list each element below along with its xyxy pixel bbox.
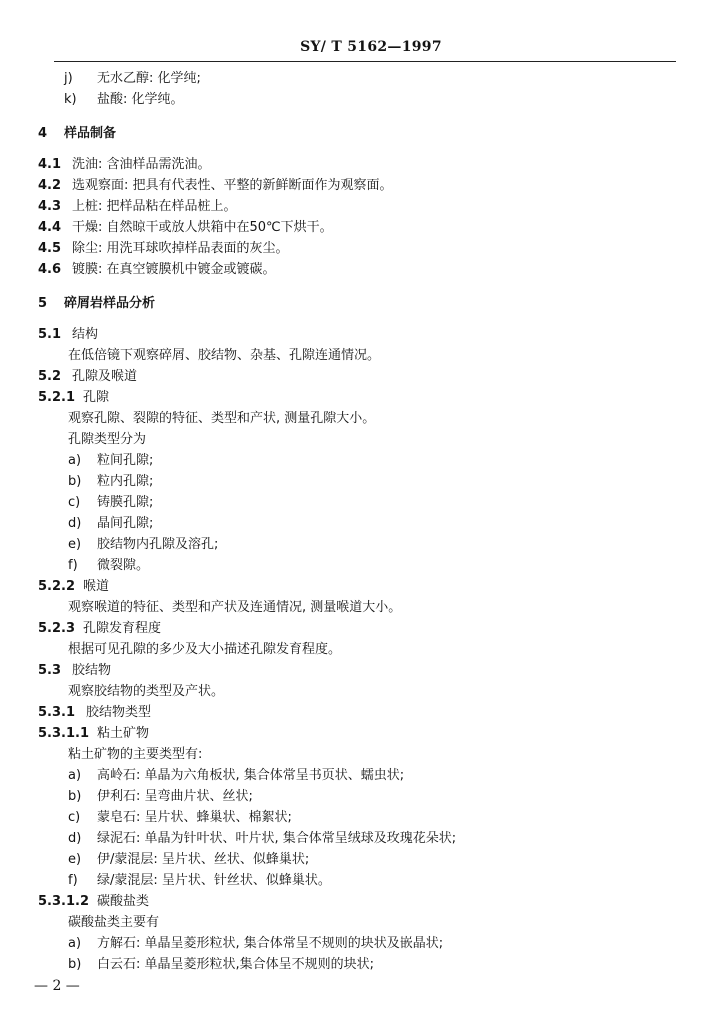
list-label: d) <box>68 831 82 846</box>
paragraph-text: 观察孔隙、裂隙的特征、类型和产状, 测量孔隙大小。 <box>68 411 376 426</box>
list-label: c) <box>68 810 81 825</box>
list-item <box>0 934 724 954</box>
clause-number: 5.2.3 <box>38 621 76 636</box>
list-label: b) <box>68 474 82 489</box>
clause-text: 洗油: 含油样品需洗油。 <box>72 157 211 172</box>
clause-title: 碳酸盐类 <box>97 894 150 909</box>
list-label: a) <box>68 768 82 783</box>
list-text: 伊利石: 呈弯曲片状、丝状; <box>97 789 253 804</box>
list-text: 晶间孔隙; <box>97 516 154 531</box>
list-label: e) <box>68 852 82 867</box>
paragraph <box>0 640 724 660</box>
list-label: d) <box>68 516 82 531</box>
list-label: f) <box>68 558 78 573</box>
list-item <box>0 493 724 513</box>
list-item <box>0 451 724 471</box>
clause-5-3-1-2 <box>0 892 724 912</box>
paragraph <box>0 430 724 450</box>
paragraph-text: 碳酸盐类主要有 <box>68 915 160 930</box>
paragraph <box>0 409 724 429</box>
list-label: a) <box>68 453 82 468</box>
paragraph-text: 观察喉道的特征、类型和产状及连通情况, 测量喉道大小。 <box>68 600 402 615</box>
list-text: 粒间孔隙; <box>97 453 154 468</box>
list-item <box>0 955 724 975</box>
clause-number: 5.1 <box>38 327 62 342</box>
clause-title: 结构 <box>72 327 99 342</box>
list-text: 绿/蒙混层: 呈片状、针丝状、似蜂巢状。 <box>97 873 331 888</box>
list-text: 无水乙醇: 化学纯; <box>97 71 201 86</box>
paragraph-text: 在低倍镜下观察碎屑、胶结物、杂基、孔隙连通情况。 <box>68 348 381 363</box>
section-heading-5 <box>0 294 724 314</box>
clause-title: 孔隙及喉道 <box>72 369 138 384</box>
paragraph <box>0 745 724 765</box>
list-text: 伊/蒙混层: 呈片状、丝状、似蜂巢状; <box>97 852 310 867</box>
clause-4-5 <box>0 239 724 259</box>
list-label: b) <box>68 957 82 972</box>
list-label: e) <box>68 537 82 552</box>
list-item <box>0 766 724 786</box>
paragraph-text: 粘土矿物的主要类型有: <box>68 747 203 762</box>
clause-4-6 <box>0 260 724 280</box>
clause-4-4 <box>0 218 724 238</box>
clause-title: 孔隙发育程度 <box>83 621 162 636</box>
clause-5-2-2 <box>0 577 724 597</box>
paragraph <box>0 682 724 702</box>
paragraph-text: 根据可见孔隙的多少及大小描述孔隙发育程度。 <box>68 642 342 657</box>
list-text: 白云石: 单晶呈菱形粒状,集合体呈不规则的块状; <box>97 957 375 972</box>
section-number: 4 <box>38 126 48 141</box>
section-title: 样品制备 <box>64 126 117 141</box>
clause-5-3 <box>0 661 724 681</box>
list-label: a) <box>68 936 82 951</box>
list-item <box>0 808 724 828</box>
paragraph <box>0 913 724 933</box>
list-item <box>0 871 724 891</box>
list-item <box>0 556 724 576</box>
list-label: c) <box>68 495 81 510</box>
clause-5-3-1 <box>0 703 724 723</box>
clause-4-2 <box>0 176 724 196</box>
clause-title: 粘土矿物 <box>97 726 150 741</box>
clause-number: 5.3.1.2 <box>38 894 89 909</box>
clause-4-1 <box>0 155 724 175</box>
list-item-j <box>0 69 724 89</box>
clause-number: 5.2.2 <box>38 579 76 594</box>
paragraph <box>0 598 724 618</box>
list-text: 胶结物内孔隙及溶孔; <box>97 537 219 552</box>
list-item <box>0 829 724 849</box>
list-label: f) <box>68 873 78 888</box>
list-text: 粒内孔隙; <box>97 474 154 489</box>
clause-number: 4.6 <box>38 262 62 277</box>
list-item <box>0 514 724 534</box>
list-item <box>0 850 724 870</box>
clause-5-1 <box>0 325 724 345</box>
list-item <box>0 787 724 807</box>
clause-text: 除尘: 用洗耳球吹掉样品表面的灰尘。 <box>72 241 289 256</box>
list-text: 盐酸: 化学纯。 <box>97 92 184 107</box>
list-item <box>0 535 724 555</box>
clause-title: 孔隙 <box>83 390 110 405</box>
clause-text: 镀膜: 在真空镀膜机中镀金或镀碳。 <box>72 262 276 277</box>
clause-number: 4.2 <box>38 178 62 193</box>
clause-5-2-1 <box>0 388 724 408</box>
section-heading-4 <box>0 124 724 144</box>
list-text: 方解石: 单晶呈菱形粒状, 集合体常呈不规则的块状及嵌晶状; <box>97 936 444 951</box>
clause-number: 4.3 <box>38 199 62 214</box>
clause-5-2-3 <box>0 619 724 639</box>
clause-5-3-1-1 <box>0 724 724 744</box>
paragraph-text: 孔隙类型分为 <box>68 432 147 447</box>
section-title: 碎屑岩样品分析 <box>64 296 156 311</box>
paragraph-text: 观察胶结物的类型及产状。 <box>68 684 225 699</box>
clause-title: 胶结物类型 <box>86 705 152 720</box>
section-number: 5 <box>38 296 48 311</box>
clause-text: 选观察面: 把具有代表性、平整的新鲜断面作为观察面。 <box>72 178 393 193</box>
clause-number: 4.1 <box>38 157 62 172</box>
clause-number: 5.3.1 <box>38 705 76 720</box>
clause-text: 上桩: 把样品粘在样品桩上。 <box>72 199 237 214</box>
list-item-k <box>0 90 724 110</box>
clause-5-2 <box>0 367 724 387</box>
list-text: 铸膜孔隙; <box>97 495 154 510</box>
list-label: j) <box>64 71 73 86</box>
paragraph <box>0 346 724 366</box>
clause-title: 喉道 <box>83 579 110 594</box>
list-text: 蒙皂石: 呈片状、蜂巢状、棉絮状; <box>97 810 292 825</box>
clause-title: 胶结物 <box>72 663 112 678</box>
header-rule <box>54 61 676 62</box>
clause-number: 5.2.1 <box>38 390 76 405</box>
clause-number: 5.3.1.1 <box>38 726 89 741</box>
clause-text: 干燥: 自然晾干或放人烘箱中在50℃下烘干。 <box>72 220 333 235</box>
clause-number: 5.2 <box>38 369 62 384</box>
list-text: 高岭石: 单晶为六角板状, 集合体常呈书页状、蠕虫状; <box>97 768 405 783</box>
clause-4-3 <box>0 197 724 217</box>
list-text: 微裂隙。 <box>97 558 150 573</box>
list-label: b) <box>68 789 82 804</box>
list-item <box>0 472 724 492</box>
list-text: 绿泥石: 单晶为针叶状、叶片状, 集合体常呈绒球及玫瑰花朵状; <box>97 831 457 846</box>
page-number: — 2 — <box>34 978 80 994</box>
clause-number: 4.5 <box>38 241 62 256</box>
list-label: k) <box>64 92 77 107</box>
clause-number: 4.4 <box>38 220 62 235</box>
clause-number: 5.3 <box>38 663 62 678</box>
standard-code: SY/ T 5162—1997 <box>300 39 442 55</box>
